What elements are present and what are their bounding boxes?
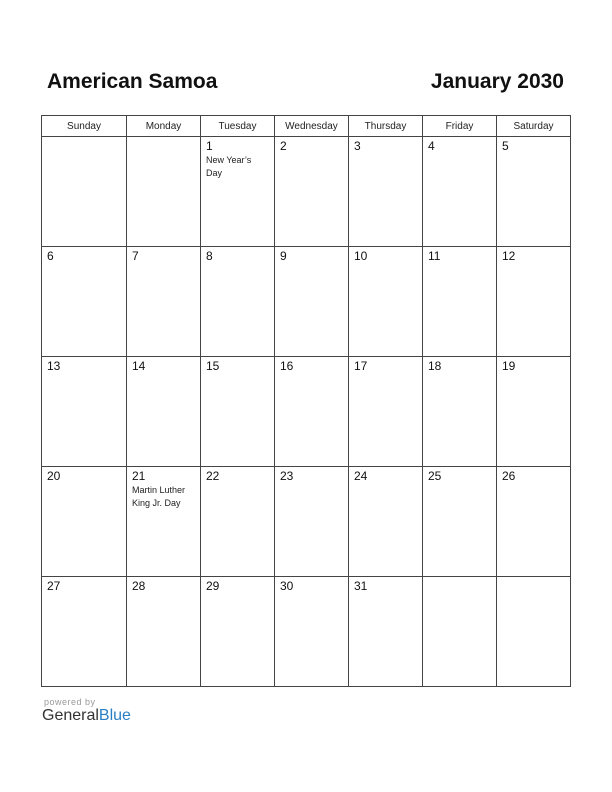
day-number: 28 xyxy=(132,579,146,593)
day-cell xyxy=(275,137,349,247)
day-number: 18 xyxy=(428,359,442,373)
day-cell xyxy=(349,467,423,577)
day-number: 3 xyxy=(354,139,361,153)
day-number: 26 xyxy=(502,469,516,483)
week-row xyxy=(42,247,571,357)
weekday-saturday: Saturday xyxy=(497,116,571,137)
day-cell xyxy=(42,137,127,247)
day-cell xyxy=(423,247,497,357)
day-number xyxy=(42,137,126,139)
day-number: 8 xyxy=(206,249,213,263)
week-row xyxy=(42,357,571,467)
weekday-tuesday: Tuesday xyxy=(201,116,275,137)
day-cell xyxy=(42,577,127,687)
week-row xyxy=(42,577,571,687)
day-number: 27 xyxy=(47,579,61,593)
day-number: 1 xyxy=(206,139,213,153)
day-cell xyxy=(349,577,423,687)
weekday-sunday: Sunday xyxy=(42,116,127,137)
day-number: 22 xyxy=(206,469,220,483)
day-number: 17 xyxy=(354,359,368,373)
day-cell xyxy=(423,577,497,687)
day-number: 11 xyxy=(428,249,441,263)
day-number: 21 xyxy=(132,469,146,483)
day-cell xyxy=(42,247,127,357)
day-number: 2 xyxy=(280,139,287,153)
week-row xyxy=(42,137,571,247)
day-cell xyxy=(201,137,275,247)
day-number: 5 xyxy=(502,139,509,153)
day-number: 19 xyxy=(502,359,516,373)
footer-branding xyxy=(42,697,131,725)
region-title: American Samoa xyxy=(47,70,218,93)
day-number: 20 xyxy=(47,469,61,483)
day-cell xyxy=(275,577,349,687)
day-number: 13 xyxy=(47,359,61,373)
day-number xyxy=(423,577,496,579)
day-number: 4 xyxy=(428,139,435,153)
day-number: 30 xyxy=(280,579,294,593)
day-cell xyxy=(127,137,201,247)
day-number: 29 xyxy=(206,579,220,593)
day-cell xyxy=(497,247,571,357)
day-cell xyxy=(275,247,349,357)
day-number: 23 xyxy=(280,469,294,483)
day-number: 25 xyxy=(428,469,442,483)
day-number: 16 xyxy=(280,359,294,373)
day-cell xyxy=(201,577,275,687)
day-cell xyxy=(497,467,571,577)
brand-blue-text: Blue xyxy=(98,707,131,724)
weekday-friday: Friday xyxy=(423,116,497,137)
weekday-header-row xyxy=(42,116,571,137)
brand-general-text: General xyxy=(42,707,99,724)
day-number: 14 xyxy=(132,359,146,373)
day-cell xyxy=(127,467,201,577)
day-cell xyxy=(201,357,275,467)
holiday-label: New Year’s Day xyxy=(206,155,252,178)
weekday-wednesday: Wednesday xyxy=(275,116,349,137)
day-cell xyxy=(349,137,423,247)
day-number: 6 xyxy=(47,249,54,263)
day-cell xyxy=(349,247,423,357)
day-number: 15 xyxy=(206,359,220,373)
day-cell xyxy=(201,247,275,357)
day-cell xyxy=(423,357,497,467)
day-cell xyxy=(42,467,127,577)
weekday-thursday: Thursday xyxy=(349,116,423,137)
day-cell xyxy=(275,467,349,577)
powered-by-text: powered by xyxy=(44,697,96,707)
weekday-monday: Monday xyxy=(127,116,201,137)
day-cell xyxy=(127,247,201,357)
day-number xyxy=(127,137,200,139)
month-year-title: January 2030 xyxy=(430,70,564,93)
day-number: 10 xyxy=(354,249,368,263)
day-number: 31 xyxy=(354,579,368,593)
day-cell xyxy=(423,137,497,247)
calendar-grid xyxy=(41,115,571,687)
day-number: 24 xyxy=(354,469,368,483)
day-cell xyxy=(349,357,423,467)
day-cell xyxy=(497,577,571,687)
day-number xyxy=(497,577,570,579)
day-cell xyxy=(497,357,571,467)
day-number: 12 xyxy=(502,249,516,263)
day-number: 7 xyxy=(132,249,139,263)
day-cell xyxy=(42,357,127,467)
day-cell xyxy=(127,357,201,467)
day-cell xyxy=(201,467,275,577)
day-cell xyxy=(275,357,349,467)
generalblue-logo[interactable] xyxy=(42,707,131,725)
day-number: 9 xyxy=(280,249,287,263)
day-cell xyxy=(127,577,201,687)
day-cell xyxy=(497,137,571,247)
holiday-label: Martin Luther King Jr. Day xyxy=(132,485,186,508)
day-cell xyxy=(423,467,497,577)
week-row xyxy=(42,467,571,577)
